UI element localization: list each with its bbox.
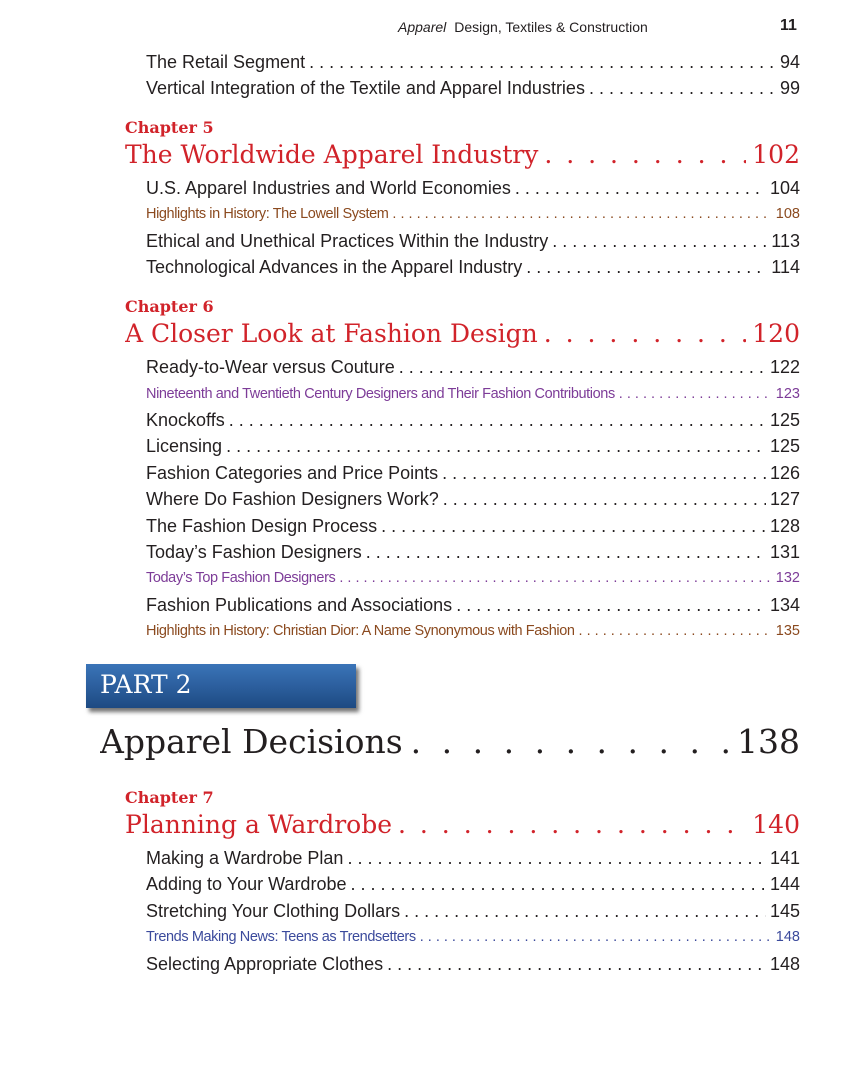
chapter-title[interactable] bbox=[125, 319, 800, 348]
leader-dots bbox=[350, 874, 765, 895]
entry-title: Nineteenth and Twentieth Century Designers and Their Fashion Contributions bbox=[146, 386, 615, 402]
toc-entry[interactable] bbox=[146, 357, 800, 381]
entry-page: 94 bbox=[779, 52, 800, 72]
entry-title: Highlights in History: Christian Dior: A Name Synonymous with Fashion bbox=[146, 623, 575, 639]
toc-entry[interactable] bbox=[146, 595, 800, 619]
leader-dots bbox=[456, 595, 766, 616]
page-header bbox=[0, 16, 849, 38]
leader-dots bbox=[339, 570, 771, 586]
entry-title: Technological Advances in the Apparel Industry bbox=[146, 257, 523, 277]
entry-page: 148 bbox=[775, 929, 800, 945]
toc-entry[interactable] bbox=[146, 436, 800, 460]
toc-feature-entry[interactable] bbox=[146, 570, 800, 590]
leader-dots bbox=[381, 516, 766, 537]
entry-page: 104 bbox=[769, 178, 800, 198]
leader-dots bbox=[366, 542, 766, 563]
entry-page: 134 bbox=[769, 595, 800, 615]
toc-entry[interactable] bbox=[146, 542, 800, 566]
entry-page: 125 bbox=[769, 436, 800, 456]
entry-title: Vertical Integration of the Textile and Apparel Industries bbox=[146, 78, 585, 98]
leader-dots bbox=[420, 929, 772, 945]
entry-title: Today’s Top Fashion Designers bbox=[146, 570, 336, 586]
chapter-title[interactable] bbox=[125, 810, 800, 839]
entry-title: The Fashion Design Process bbox=[146, 516, 378, 536]
entry-page: 145 bbox=[769, 901, 800, 921]
entry-page: 127 bbox=[769, 489, 800, 509]
entry-page: 128 bbox=[769, 516, 800, 536]
leader-dots bbox=[229, 410, 766, 431]
entry-page: 122 bbox=[769, 357, 800, 377]
entry-page: 108 bbox=[775, 206, 800, 222]
entry-title: Knockoffs bbox=[146, 410, 225, 430]
toc-entry[interactable] bbox=[146, 178, 800, 202]
entry-title: Fashion Publications and Associations bbox=[146, 595, 453, 615]
book-subtitle: Design, Textiles & Construction bbox=[454, 19, 648, 35]
page-number: 11 bbox=[780, 17, 797, 34]
leader-dots bbox=[392, 206, 771, 222]
leader-dots bbox=[442, 463, 766, 484]
entry-page: 125 bbox=[769, 410, 800, 430]
chapter-page: 140 bbox=[752, 810, 800, 839]
leader-dots bbox=[404, 901, 766, 922]
book-title-italic: Apparel bbox=[398, 19, 447, 35]
entry-title: Where Do Fashion Designers Work? bbox=[146, 489, 439, 509]
leader-dots bbox=[398, 810, 746, 839]
entry-page: 132 bbox=[775, 570, 800, 586]
toc-entry[interactable] bbox=[146, 78, 800, 102]
toc-entry[interactable] bbox=[146, 410, 800, 434]
chapter-title-text: The Worldwide Apparel Industry bbox=[125, 140, 539, 169]
leader-dots bbox=[226, 436, 766, 457]
entry-page: 144 bbox=[769, 874, 800, 894]
running-title bbox=[398, 19, 648, 35]
entry-page: 135 bbox=[775, 623, 800, 639]
entry-title: Stretching Your Clothing Dollars bbox=[146, 901, 401, 921]
leader-dots bbox=[619, 386, 772, 402]
entry-page: 126 bbox=[769, 463, 800, 483]
toc-feature-entry[interactable] bbox=[146, 386, 800, 406]
leader-dots bbox=[526, 257, 767, 278]
entry-title: Today’s Fashion Designers bbox=[146, 542, 362, 562]
toc-entry[interactable] bbox=[146, 848, 800, 872]
leader-dots bbox=[399, 357, 766, 378]
toc-entry[interactable] bbox=[146, 516, 800, 540]
entry-title: Selecting Appropriate Clothes bbox=[146, 954, 384, 974]
part-label: PART 2 bbox=[100, 670, 192, 699]
leader-dots bbox=[309, 52, 776, 73]
leader-dots bbox=[544, 140, 746, 169]
toc-entry[interactable] bbox=[146, 489, 800, 513]
entry-title: Trends Making News: Teens as Trendsetters bbox=[146, 929, 416, 945]
toc-entry[interactable] bbox=[146, 463, 800, 487]
entry-page: 99 bbox=[779, 78, 800, 98]
leader-dots bbox=[443, 489, 766, 510]
entry-title: Licensing bbox=[146, 436, 223, 456]
leader-dots bbox=[515, 178, 766, 199]
entry-page: 131 bbox=[769, 542, 800, 562]
toc-feature-entry[interactable] bbox=[146, 206, 800, 226]
entry-title: The Retail Segment bbox=[146, 52, 306, 72]
part-title-text: Apparel Decisions bbox=[100, 722, 403, 761]
toc-entry[interactable] bbox=[146, 52, 800, 76]
entry-page: 141 bbox=[769, 848, 800, 868]
toc-entry[interactable] bbox=[146, 257, 800, 281]
part-page: 138 bbox=[737, 722, 800, 761]
entry-page: 148 bbox=[769, 954, 800, 974]
entry-title: U.S. Apparel Industries and World Economies bbox=[146, 178, 511, 198]
leader-dots bbox=[411, 722, 729, 761]
chapter-page: 102 bbox=[752, 140, 800, 169]
chapter-label: Chapter 5 bbox=[125, 118, 214, 137]
toc-entry[interactable] bbox=[146, 231, 800, 255]
part-title[interactable] bbox=[100, 722, 800, 761]
leader-dots bbox=[544, 319, 747, 348]
leader-dots bbox=[347, 848, 766, 869]
leader-dots bbox=[579, 623, 772, 639]
chapter-page: 120 bbox=[752, 319, 800, 348]
entry-page: 113 bbox=[771, 231, 800, 251]
entry-title: Fashion Categories and Price Points bbox=[146, 463, 439, 483]
chapter-title[interactable] bbox=[125, 140, 800, 169]
chapter-label: Chapter 7 bbox=[125, 788, 214, 807]
entry-title: Making a Wardrobe Plan bbox=[146, 848, 344, 868]
leader-dots bbox=[589, 78, 776, 99]
entry-page: 123 bbox=[775, 386, 800, 402]
entry-title: Ethical and Unethical Practices Within the Industry bbox=[146, 231, 549, 251]
part-banner bbox=[86, 664, 356, 708]
toc-entry[interactable] bbox=[146, 874, 800, 898]
entry-page: 114 bbox=[771, 257, 800, 277]
entry-title: Adding to Your Wardrobe bbox=[146, 874, 347, 894]
chapter-title-text: Planning a Wardrobe bbox=[125, 810, 393, 839]
entry-title: Ready-to-Wear versus Couture bbox=[146, 357, 395, 377]
chapter-label: Chapter 6 bbox=[125, 297, 214, 316]
toc-entry[interactable] bbox=[146, 901, 800, 925]
entry-title: Highlights in History: The Lowell System bbox=[146, 206, 389, 222]
toc-feature-entry[interactable] bbox=[146, 929, 800, 949]
toc-entry[interactable] bbox=[146, 954, 800, 978]
leader-dots bbox=[387, 954, 766, 975]
leader-dots bbox=[552, 231, 767, 252]
toc-feature-entry[interactable] bbox=[146, 623, 800, 643]
chapter-title-text: A Closer Look at Fashion Design bbox=[125, 319, 538, 348]
